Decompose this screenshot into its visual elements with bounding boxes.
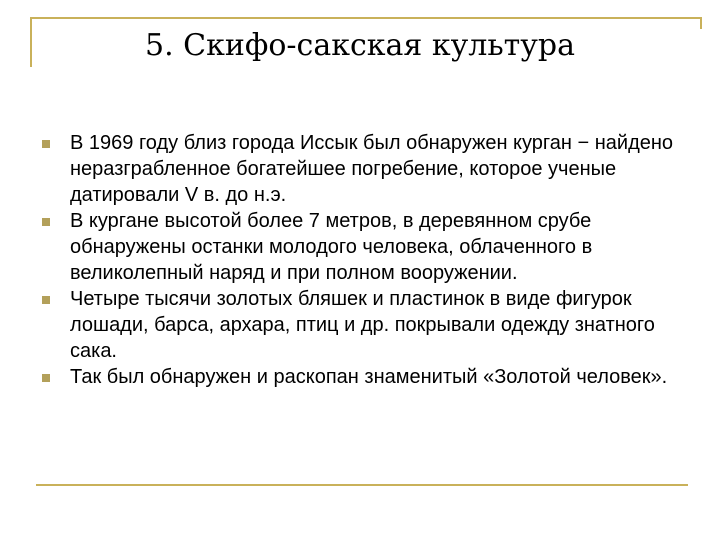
bullet-text: В 1969 году близ города Иссык был обнаружен курган − найдено неразграбленное богатейшее погребение, которое ученые датировали V в. до н.э. [70,132,674,206]
bullet-item [36,208,686,286]
square-bullet-icon [42,374,50,382]
bullet-list [36,130,686,390]
bullet-text: Четыре тысячи золотых бляшек и пластинок в виде фигурок лошади, барса, архара, птиц и др. покрывали одежду знатного сака. [70,288,655,362]
square-bullet-icon [42,218,50,226]
bullet-item [36,130,686,208]
bullet-item [36,286,686,364]
slide-title: 5. Скифо-сакская культура [144,28,575,63]
square-bullet-icon [42,296,50,304]
bullet-text: В кургане высотой более 7 метров, в деревянном срубе обнаружены останки молодого человека, облаченного в великолепный наряд и при полном вооружении. [70,210,593,284]
frame-bottom-line [36,484,688,486]
frame-top-line [30,17,702,19]
bullet-item [36,364,686,390]
bullet-text: Так был обнаружен и раскопан знаменитый «Золотой человек». [70,366,668,388]
square-bullet-icon [42,140,50,148]
